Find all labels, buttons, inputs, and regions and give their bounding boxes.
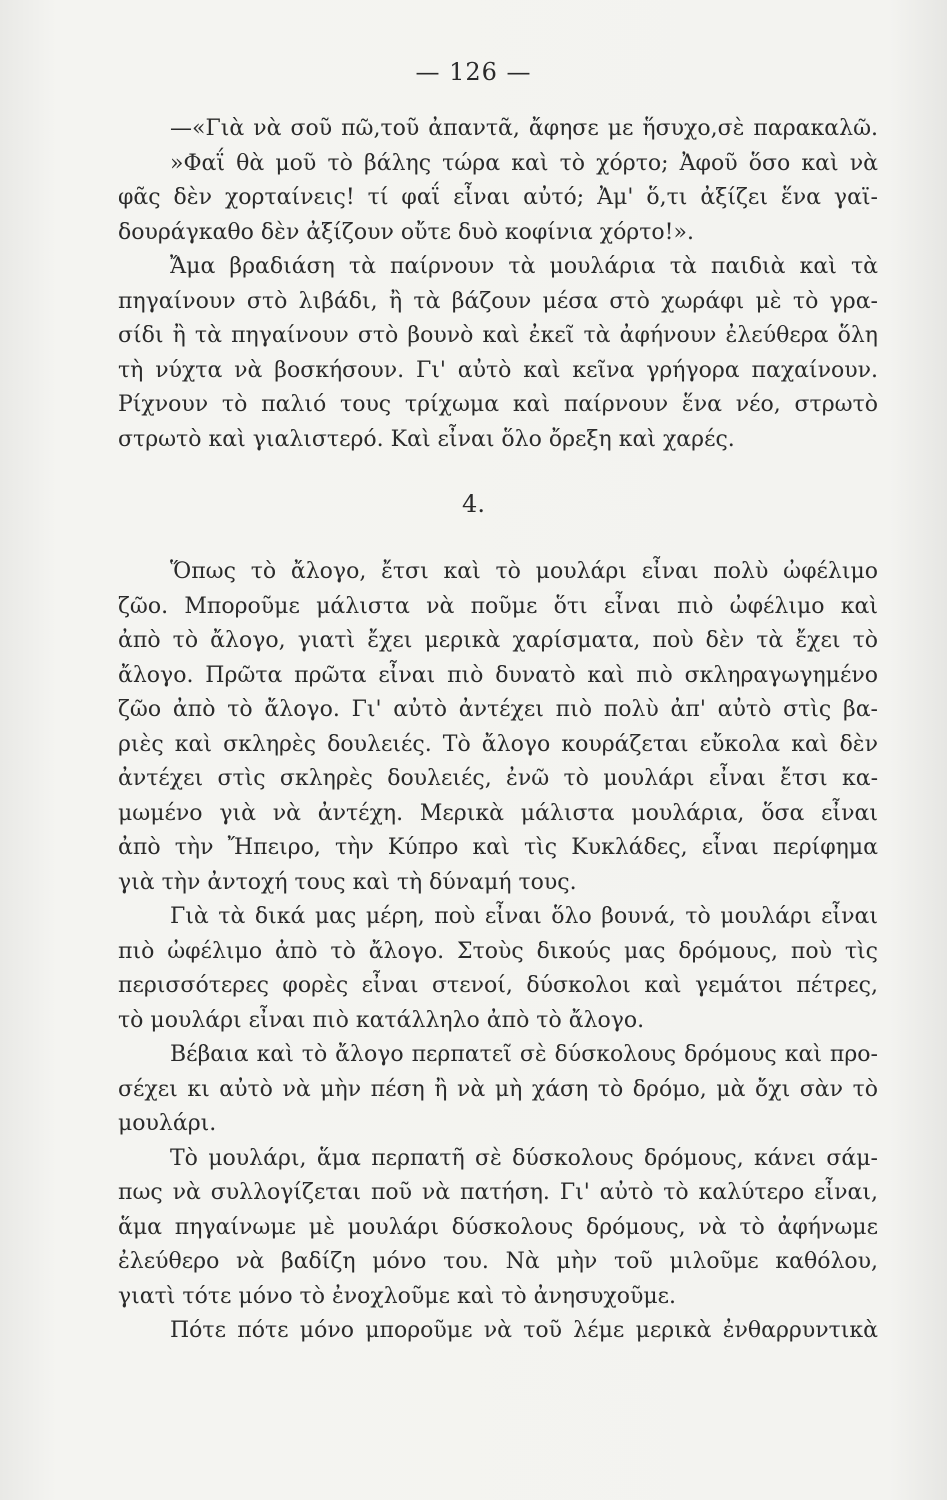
text-line: ζῶο ἀπὸ τὸ ἄλογο. Γι' αὐτὸ ἀντέχει πιὸ πολὺ ἀπ' αὐτὸ στὶς βα-: [118, 697, 878, 722]
text-line: ζῶο. Μποροῦμε μάλιστα νὰ ποῦμε ὅτι εἶναι πιὸ ὠφέλιμο καὶ: [118, 593, 878, 619]
text-line: ἐλεύθερο νὰ βαδίζη μόνο του. Νὰ μὴν τοῦ μιλοῦμε καθόλου,: [118, 1249, 878, 1274]
text-line: ἀπὸ τὸ ἄλογο, γιατὶ ἔχει μερικὰ χαρίσματα, ποὺ δὲν τὰ ἔχει τὸ: [118, 628, 878, 653]
text-block-dialogue: [118, 112, 878, 457]
text-line: Ἄμα βραδιάση τὰ παίρνουν τὰ μουλάρια τὰ παιδιὰ καὶ τὰ: [170, 254, 878, 279]
text-line: Ρίχνουν τὸ παλιό τους τρίχωμα καὶ παίρνουν ἕνα νέο, στρωτὸ: [118, 392, 878, 417]
text-line: ἄλογο. Πρῶτα πρῶτα εἶναι πιὸ δυνατὸ καὶ πιὸ σκληραγωγημένο: [118, 662, 878, 688]
text-line: πιὸ ὠφέλιμο ἀπὸ τὸ ἄλογο. Στοὺς δικούς μας δρόμους, ποὺ τὶς: [118, 938, 878, 964]
text-line: —«Γιὰ νὰ σοῦ πῶ,τοῦ ἀπαντᾶ, ἄφησε με ἥσυχο,σὲ παρακαλῶ.: [170, 116, 878, 141]
text-line: περισσότερες φορὲς εἶναι στενοί, δύσκολοι καὶ γεμάτοι πέτρες,: [118, 973, 878, 998]
text-line: Τὸ μουλάρι, ἅμα περπατῆ σὲ δύσκολους δρόμους, κάνει σάμ-: [170, 1145, 878, 1171]
text-line: σίδι ἢ τὰ πηγαίνουν στὸ βουνὸ καὶ ἐκεῖ τὰ ἀφήνουν ἐλεύθερα ὅλη: [118, 323, 878, 348]
text-line: σέχει κι αὐτὸ νὰ μὴν πέση ἢ νὰ μὴ χάση τὸ δρόμο, μὰ ὄχι σὰν τὸ: [118, 1076, 878, 1102]
text-block-section-4: [118, 555, 878, 1349]
text-line: ριὲς καὶ σκληρὲς δουλειές. Τὸ ἄλογο κουράζεται εὔκολα καὶ δὲν: [118, 731, 878, 757]
text-line: πως νὰ συλλογίζεται ποῦ νὰ πατήση. Γι' αὐτὸ τὸ καλύτερο εἶναι,: [118, 1180, 878, 1205]
text-line: τὸ μουλάρι εἶναι πιὸ κατάλληλο ἀπὸ τὸ ἄλογο.: [118, 1007, 645, 1033]
text-line: γιὰ τὴν ἀντοχή τους καὶ τὴ δύναμή τους.: [118, 869, 577, 895]
text-line: φᾶς δὲν χορταίνεις! τί φαΐ εἶναι αὐτό; Ἀμ' ὅ,τι ἀξίζει ἕνα γαϊ-: [118, 185, 878, 210]
text-line: ἀπὸ τὴν Ἤπειρο, τὴν Κύπρο καὶ τὶς Κυκλάδες, εἶναι περίφημα: [118, 835, 878, 860]
text-line: μουλάρι.: [118, 1111, 217, 1136]
text-line: ἅμα πηγαίνωμε μὲ μουλάρι δύσκολους δρόμους, νὰ τὸ ἀφήνωμε: [118, 1214, 878, 1240]
text-line: τὴ νύχτα νὰ βοσκήσουν. Γι' αὐτὸ καὶ κεῖνα γρήγορα παχαίνουν.: [118, 357, 878, 383]
text-line: Πότε πότε μόνο μποροῦμε νὰ τοῦ λέμε μερικὰ ἐνθαρρυντικὰ: [170, 1318, 878, 1343]
page-number: — 126 —: [415, 58, 532, 86]
text-line: δουράγκαθο δὲν ἀξίζουν οὔτε δυὸ κοφίνια χόρτο!».: [118, 219, 694, 245]
section-number: 4.: [462, 490, 485, 518]
text-line: »Φαΐ θὰ μοῦ τὸ βάλης τώρα καὶ τὸ χόρτο; Ἀφοῦ ὅσο καὶ νὰ: [170, 150, 878, 176]
text-line: γιατὶ τότε μόνο τὸ ἐνοχλοῦμε καὶ τὸ ἀνησυχοῦμε.: [118, 1283, 677, 1309]
text-line: πηγαίνουν στὸ λιβάδι, ἢ τὰ βάζουν μέσα στὸ χωράφι μὲ τὸ γρα-: [118, 288, 878, 314]
text-line: ἀντέχει στὶς σκληρὲς δουλειές, ἐνῶ τὸ μουλάρι εἶναι ἔτσι κα-: [118, 766, 878, 791]
text-line: Γιὰ τὰ δικά μας μέρη, ποὺ εἶναι ὅλο βουνά, τὸ μουλάρι εἶναι: [170, 904, 878, 929]
text-line: μωμένο γιὰ νὰ ἀντέχη. Μερικὰ μάλιστα μουλάρια, ὅσα εἶναι: [118, 800, 878, 826]
text-line: στρωτὸ καὶ γιαλιστερό. Καὶ εἶναι ὅλο ὄρεξη καὶ χαρές.: [118, 426, 735, 452]
text-line: Βέβαια καὶ τὸ ἄλογο περπατεῖ σὲ δύσκολους δρόμους καὶ προ-: [170, 1042, 878, 1067]
text-line: Ὅπως τὸ ἄλογο, ἔτσι καὶ τὸ μουλάρι εἶναι πολὺ ὠφέλιμο: [170, 559, 878, 584]
